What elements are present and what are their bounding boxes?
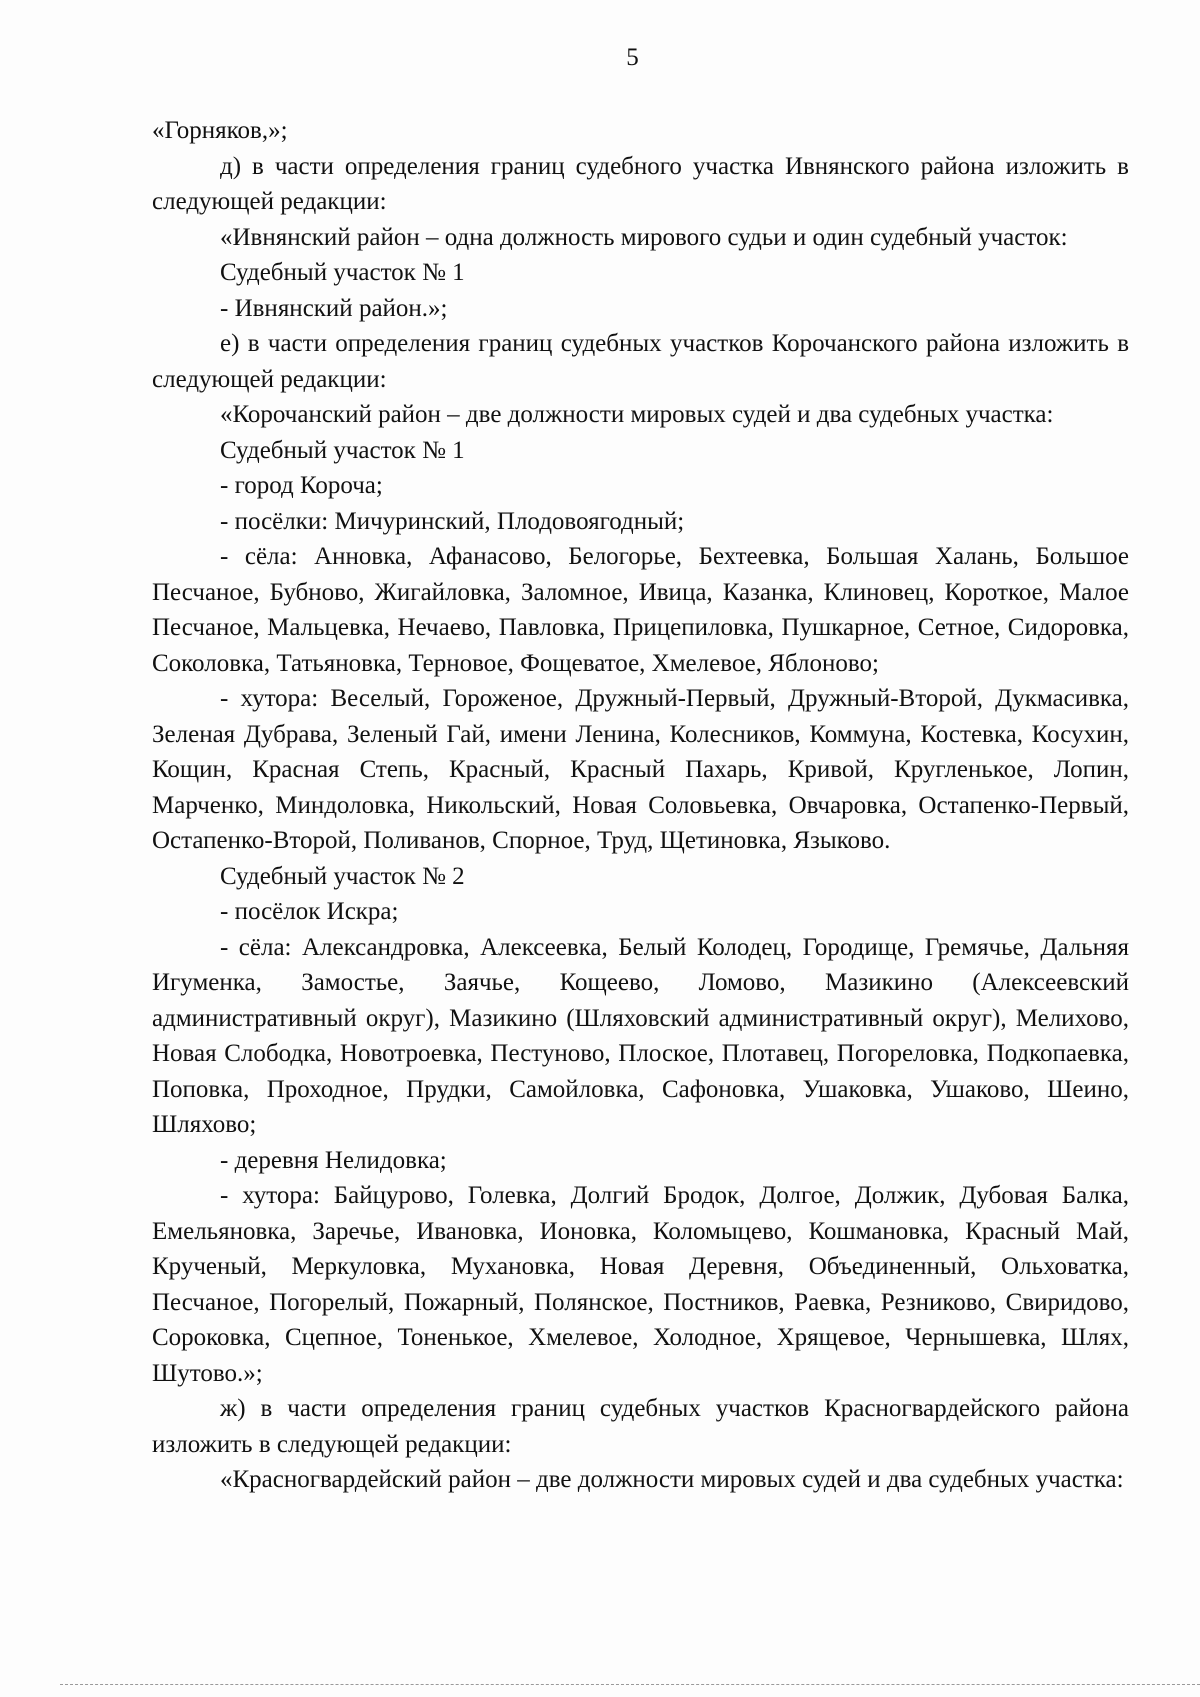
paragraph-list-item: - сёла: Анновка, Афанасово, Белогорье, Бехтеевка, Большая Халань, Большое Песчаное, Бубново, Жигайловка, Заломное, Ивица, Казанка, Клиновец, Короткое, Малое Песчаное, Мальцевка, Нечаево, Павловка, Прицепиловка, Пушкарное, Сетное, Сидоровка, Соколовка, Татьяновка, Терновое, Фощеватое, Хмелевое, Яблоново; <box>152 543 1129 677</box>
page-number: 5 <box>626 44 639 71</box>
paragraph-list-item: - хутора: Байцурово, Голевка, Долгий Бродок, Долгое, Должик, Дубовая Балка, Емельяновка, Заречье, Ивановка, Ионовка, Коломыцево, Кошмановка, Красный Май, Крученый, Меркуловка, Мухановка, Новая Деревня, Объединенный, Ольховатка, Песчаное, Погорелый, Пожарный, Полянское, Постников, Раевка, Резниково, Свиридово, Сороковка, Сцепное, Тоненькое, Хмелевое, Холодное, Хрящевое, Чернышевка, Шлях, Шутово.»; <box>152 1182 1129 1387</box>
paragraph-continuation: «Горняков,»; <box>152 117 288 144</box>
paragraph-list-item: - город Короча; <box>220 472 383 499</box>
paragraph-item-zh: ж) в части определения границ судебных участков Красногвардейского района изложить в следующей редакции: <box>152 1395 1129 1458</box>
paragraph-korochansky-district: «Корочанский район – две должности мировых судей и два судебных участка: <box>220 401 1054 428</box>
paragraph-list-item: - Ивнянский район.»; <box>220 294 448 322</box>
paragraph-list-item: - посёлок Искра; <box>220 898 399 925</box>
paragraph-court-section-heading: Судебный участок № 2 <box>220 862 465 890</box>
paragraph-item-d: д) в части определения границ судебного участка Ивнянского района изложить в следующей редакции: <box>152 152 1129 215</box>
paragraph-ivnyansky-district: «Ивнянский район – одна должность мирового судьи и один судебный участок: <box>220 223 1068 251</box>
paragraph-list-item: - посёлки: Мичуринский, Плодовоягодный; <box>220 507 685 535</box>
paragraph-list-item: - сёла: Александровка, Алексеевка, Белый Колодец, Городище, Гремячье, Дальняя Игуменка, Замостье, Заячье, Кощеево, Ломово, Мазикино (Алексеевский административный округ), Мазикино (Шляховский административный округ), Мелихово, Новая Слободка, Новотроевка, Пестуново, Плоское, Плотавец, Погореловка, Подкопаевка, Поповка, Проходное, Прудки, Самойловка, Сафоновка, Ушаковка, Ушаково, Шеино, Шляхово; <box>152 933 1129 1138</box>
paragraph-list-item: - деревня Нелидовка; <box>220 1146 447 1174</box>
paragraph-krasnogvardeisky-district: «Красногвардейский район – две должности мировых судей и два судебных участка: <box>220 1466 1124 1493</box>
paragraph-court-section-heading: Судебный участок № 1 <box>220 259 465 286</box>
paragraph-item-e: е) в части определения границ судебных участков Корочанского района изложить в следующей редакции: <box>152 330 1129 393</box>
paragraph-court-section-heading: Судебный участок № 1 <box>220 436 465 464</box>
footer-divider <box>60 1684 1200 1685</box>
document-body <box>152 113 1129 1498</box>
paragraph-list-item: - хутора: Веселый, Гороженое, Дружный-Первый, Дружный-Второй, Дукмасивка, Зеленая Дубрава, Зеленый Гай, имени Ленина, Колесников, Коммуна, Костевка, Косухин, Кощин, Красная Степь, Красный, Красный Пахарь, Кривой, Кругленькое, Лопин, Марченко, Миндоловка, Никольский, Новая Соловьевка, Овчаровка, Остапенко-Первый, Остапенко-Второй, Поливанов, Спорное, Труд, Щетиновка, Языково. <box>152 685 1129 854</box>
